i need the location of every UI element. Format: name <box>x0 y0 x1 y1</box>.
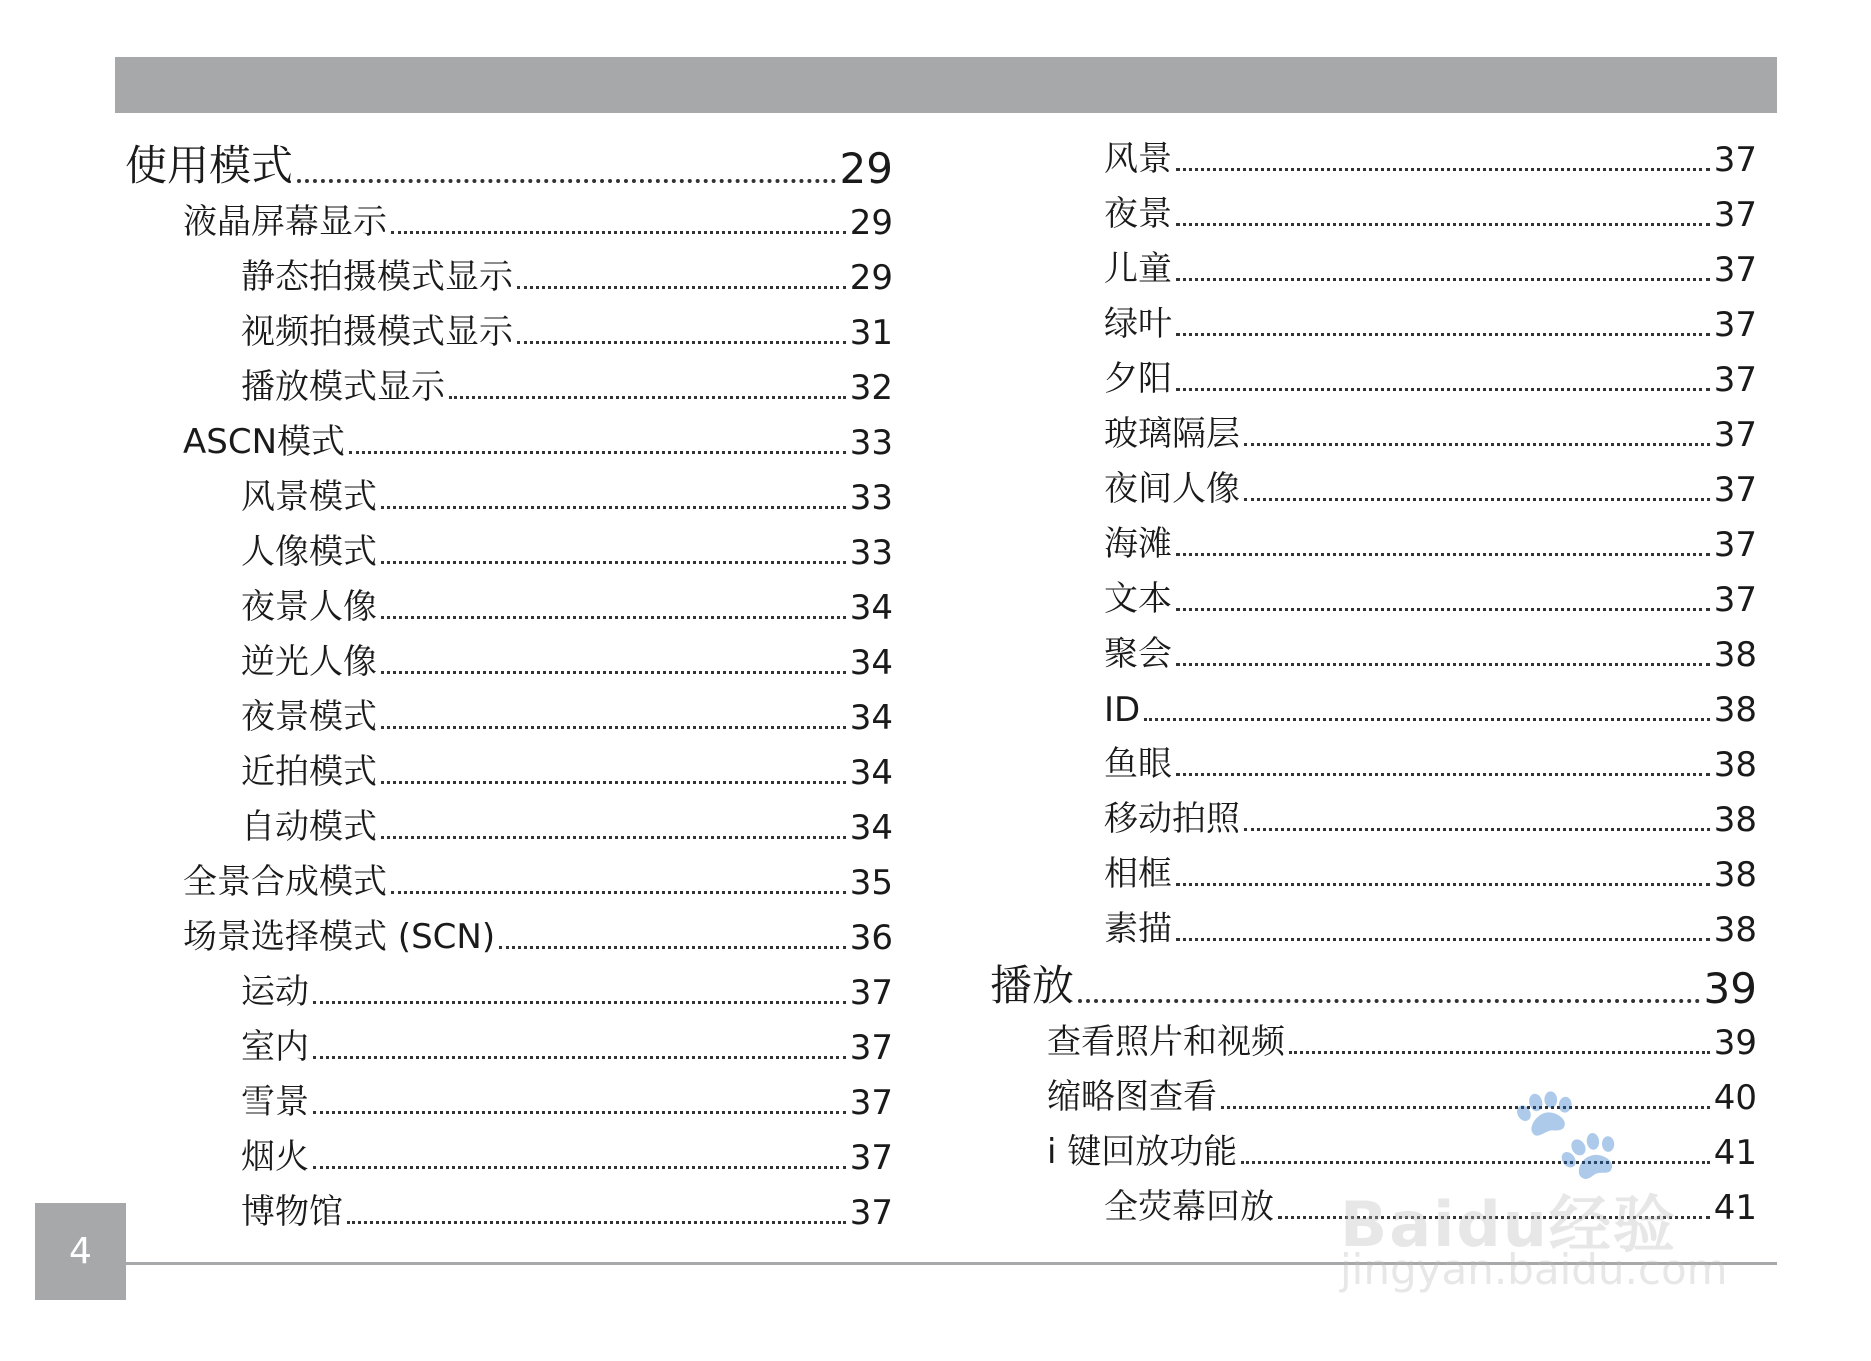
toc-entry-page: 37 <box>849 973 893 1013</box>
toc-dot-leader <box>381 616 846 619</box>
toc-entry-title: 夕阳 <box>1104 359 1172 399</box>
toc-dot-leader <box>381 781 846 784</box>
toc-entry-page: 36 <box>849 918 893 958</box>
toc-dot-leader <box>1244 498 1710 501</box>
toc-entry <box>183 918 893 958</box>
toc-entry-page: 37 <box>849 1083 893 1123</box>
toc-entry <box>1104 250 1757 290</box>
toc-dot-leader <box>1176 773 1710 776</box>
page-number-tab <box>35 1203 126 1300</box>
toc-dot-leader <box>517 341 846 344</box>
toc-dot-leader <box>517 286 846 289</box>
toc-entry <box>183 863 893 903</box>
toc-entry-title: 聚会 <box>1104 634 1172 674</box>
toc-entry <box>241 478 893 518</box>
toc-entry-title: 全景合成模式 <box>183 862 387 902</box>
toc-entry-page: 39 <box>1713 1023 1757 1063</box>
toc-dot-leader <box>313 1056 846 1059</box>
toc-entry <box>1104 690 1757 730</box>
toc-entry <box>241 588 893 628</box>
toc-entry-title: 文本 <box>1104 579 1172 619</box>
toc-entry-title: 风景 <box>1104 139 1172 179</box>
paw-logo-icon: 🐾 <box>1510 1080 1623 1185</box>
toc-dot-leader <box>1244 828 1710 831</box>
toc-entry-title: 儿童 <box>1104 249 1172 289</box>
toc-dot-leader <box>499 946 846 949</box>
toc-dot-leader <box>297 179 836 183</box>
footer-rule <box>126 1262 1777 1265</box>
toc-entry <box>241 533 893 573</box>
toc-entry-page: 33 <box>849 423 893 463</box>
toc-entry-title: 鱼眼 <box>1104 744 1172 784</box>
toc-entry <box>1104 1188 1757 1228</box>
watermark-url: jingyan.baidu.com <box>1340 1245 1728 1294</box>
toc-entry-title: 近拍模式 <box>241 752 377 792</box>
toc-entry-title: 室内 <box>241 1027 309 1067</box>
toc-entry <box>1104 580 1757 620</box>
toc-entry <box>1104 635 1757 675</box>
toc-entry-title: 绿叶 <box>1104 304 1172 344</box>
toc-entry-page: 38 <box>1713 635 1757 675</box>
toc-dot-leader <box>1241 1161 1709 1164</box>
toc-entry-title: 播放模式显示 <box>241 367 445 407</box>
toc-entry-page: 29 <box>839 144 893 193</box>
toc-dot-leader <box>1278 1216 1710 1219</box>
toc-dot-leader <box>1176 333 1710 336</box>
toc-entry-page: 37 <box>1713 360 1757 400</box>
toc-dot-leader <box>1176 553 1710 556</box>
toc-entry-page: 34 <box>849 643 893 683</box>
toc-dot-leader <box>391 231 846 234</box>
toc-entry-title: 相框 <box>1104 854 1172 894</box>
toc-entry-title: ASCN模式 <box>183 422 346 462</box>
toc-entry-title: 夜景人像 <box>241 587 377 627</box>
toc-entry <box>183 423 893 463</box>
toc-entry-page: 34 <box>849 588 893 628</box>
toc-entry-page: 29 <box>849 258 893 298</box>
toc-entry-page: 37 <box>1713 195 1757 235</box>
toc-dot-leader <box>1176 938 1710 941</box>
toc-dot-leader <box>381 671 846 674</box>
toc-entry <box>1104 470 1757 510</box>
toc-entry-page: 41 <box>1713 1188 1757 1228</box>
toc-entry <box>1047 1078 1757 1118</box>
toc-entry-title: 运动 <box>241 972 309 1012</box>
toc-entry-page: 39 <box>1703 964 1757 1013</box>
toc-entry-page: 33 <box>849 533 893 573</box>
toc-entry-title: 场景选择模式 (SCN) <box>183 917 496 957</box>
toc-entry-title: 夜景模式 <box>241 697 377 737</box>
toc-entry-title: 缩略图查看 <box>1047 1077 1217 1117</box>
toc-entry-title: 烟火 <box>241 1137 309 1177</box>
toc-entry-page: 37 <box>1713 525 1757 565</box>
toc-entry-page: 34 <box>849 698 893 738</box>
toc-entry-title: 自动模式 <box>241 807 377 847</box>
toc-entry-page: 34 <box>849 753 893 793</box>
toc-dot-leader <box>349 451 846 454</box>
toc-entry <box>1047 1023 1757 1063</box>
toc-entry <box>1104 855 1757 895</box>
toc-entry <box>241 1193 893 1233</box>
toc-entry-title: 移动拍照 <box>1104 799 1240 839</box>
toc-entry-page: 37 <box>1713 305 1757 345</box>
toc-entry-page: 37 <box>1713 140 1757 180</box>
toc-entry-title: 视频拍摄模式显示 <box>241 312 513 352</box>
toc-entry-page: 40 <box>1713 1078 1757 1118</box>
toc-entry-page: 41 <box>1713 1133 1757 1173</box>
toc-dot-leader <box>449 396 846 399</box>
toc-entry-title: 逆光人像 <box>241 642 377 682</box>
page-number: 4 <box>69 1231 92 1272</box>
toc-entry <box>241 973 893 1013</box>
toc-entry-page: 37 <box>1713 580 1757 620</box>
toc-entry-title: 海滩 <box>1104 524 1172 564</box>
toc-entry-title: 博物馆 <box>241 1192 343 1232</box>
toc-entry <box>1104 360 1757 400</box>
toc-entry-page: 31 <box>849 313 893 353</box>
toc-entry-page: 38 <box>1713 745 1757 785</box>
toc-entry <box>241 368 893 408</box>
toc-dot-leader <box>1144 718 1710 721</box>
toc-entry <box>1104 195 1757 235</box>
toc-entry-page: 38 <box>1713 910 1757 950</box>
toc-entry <box>241 313 893 353</box>
toc-dot-leader <box>1176 223 1710 226</box>
toc-entry <box>1104 140 1757 180</box>
toc-entry-page: 37 <box>1713 470 1757 510</box>
toc-entry <box>1047 1133 1757 1173</box>
toc-entry <box>241 753 893 793</box>
toc-entry-title: 播放 <box>990 961 1075 1010</box>
toc-entry <box>183 203 893 243</box>
toc-dot-leader <box>1176 663 1710 666</box>
toc-entry-page: 37 <box>849 1138 893 1178</box>
toc-dot-leader <box>1176 168 1710 171</box>
toc-entry-page: 37 <box>849 1028 893 1068</box>
toc-entry-title: 使用模式 <box>125 141 294 190</box>
toc-dot-leader <box>1078 999 1700 1003</box>
toc-entry-page: 33 <box>849 478 893 518</box>
toc-dot-leader <box>1176 608 1710 611</box>
toc-entry-title: i 键回放功能 <box>1047 1132 1238 1172</box>
toc-dot-leader <box>1244 443 1710 446</box>
toc-dot-leader <box>313 1166 846 1169</box>
toc-entry <box>1104 745 1757 785</box>
toc-dot-leader <box>313 1001 846 1004</box>
toc-dot-leader <box>1176 883 1710 886</box>
toc-entry-title: 液晶屏幕显示 <box>183 202 387 242</box>
toc-dot-leader <box>1176 278 1710 281</box>
toc-entry <box>1104 305 1757 345</box>
header-bar <box>115 57 1777 113</box>
watermark-brand: Baidu经验 <box>1340 1188 1677 1261</box>
toc-dot-leader <box>313 1111 846 1114</box>
toc-entry-page: 34 <box>849 808 893 848</box>
toc-dot-leader <box>1289 1051 1710 1054</box>
toc-entry-page: 38 <box>1713 855 1757 895</box>
toc-entry <box>241 698 893 738</box>
toc-chapter-entry <box>125 141 893 193</box>
toc-entry-title: 查看照片和视频 <box>1047 1022 1285 1062</box>
toc-entry <box>241 1028 893 1068</box>
toc-entry <box>241 643 893 683</box>
toc-dot-leader <box>1176 388 1710 391</box>
toc-entry-title: 雪景 <box>241 1082 309 1122</box>
toc-entry-title: 夜景 <box>1104 194 1172 234</box>
toc-entry-title: 玻璃隔层 <box>1104 414 1240 454</box>
toc-entry-title: 全荧幕回放 <box>1104 1187 1274 1227</box>
toc-entry <box>1104 910 1757 950</box>
toc-entry-title: 素描 <box>1104 909 1172 949</box>
toc-entry-title: 人像模式 <box>241 532 377 572</box>
toc-entry <box>241 1083 893 1123</box>
toc-entry-page: 35 <box>849 863 893 903</box>
toc-entry <box>1104 415 1757 455</box>
toc-entry <box>241 808 893 848</box>
toc-dot-leader <box>347 1221 846 1224</box>
toc-entry <box>241 1138 893 1178</box>
toc-entry-page: 29 <box>849 203 893 243</box>
toc-entry <box>1104 525 1757 565</box>
toc-dot-leader <box>391 891 846 894</box>
toc-chapter-entry <box>990 961 1757 1013</box>
toc-dot-leader <box>381 561 846 564</box>
toc-entry-title: 风景模式 <box>241 477 377 517</box>
toc-entry-page: 38 <box>1713 800 1757 840</box>
toc-entry-page: 37 <box>849 1193 893 1233</box>
toc-entry-page: 38 <box>1713 690 1757 730</box>
toc-entry-title: ID <box>1104 690 1141 730</box>
toc-entry <box>1104 800 1757 840</box>
toc-dot-leader <box>1221 1106 1710 1109</box>
toc-entry-page: 32 <box>849 368 893 408</box>
toc-entry-page: 37 <box>1713 415 1757 455</box>
toc-entry-title: 夜间人像 <box>1104 469 1240 509</box>
toc-entry-title: 静态拍摄模式显示 <box>241 257 513 297</box>
toc-dot-leader <box>381 836 846 839</box>
toc-dot-leader <box>381 726 846 729</box>
toc-entry <box>241 258 893 298</box>
toc-entry-page: 37 <box>1713 250 1757 290</box>
toc-dot-leader <box>381 506 846 509</box>
